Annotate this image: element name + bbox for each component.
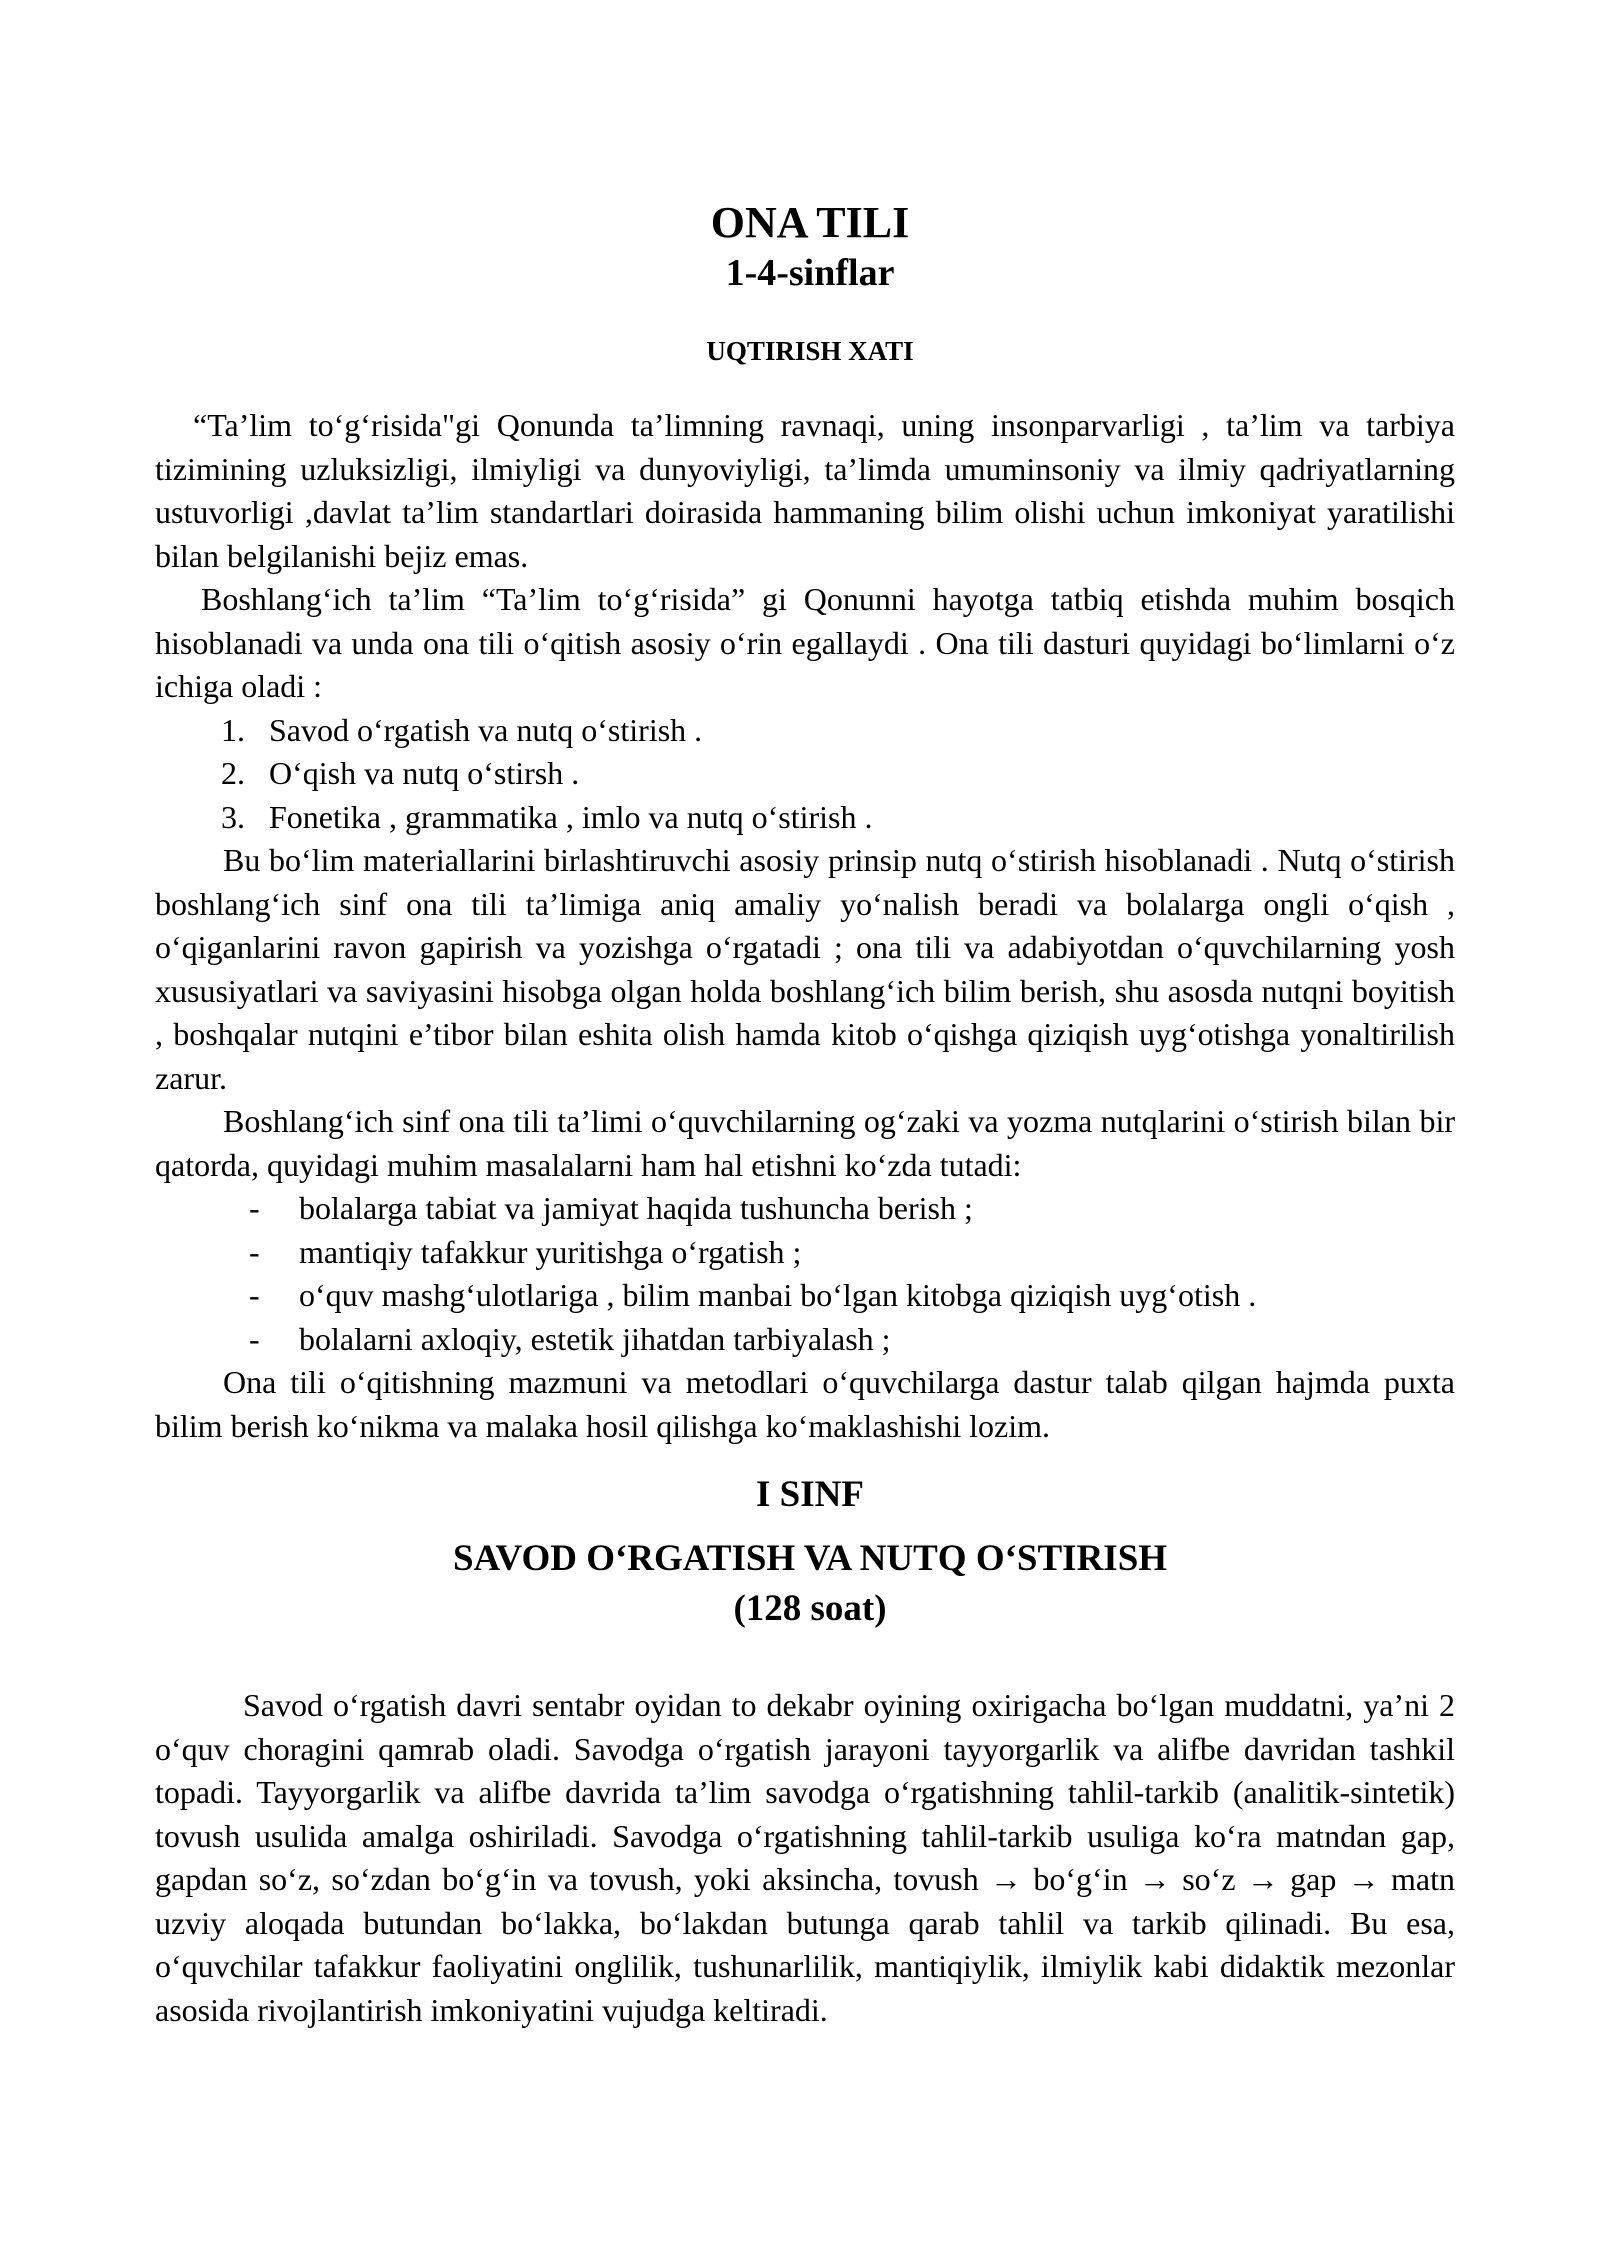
topic-heading: SAVOD O‘RGATISH VA NUTQ O‘STIRISH [452, 1538, 1168, 1579]
dash-marker: - [249, 1320, 260, 1357]
list-item [155, 1274, 1455, 1318]
list-item [155, 752, 1455, 796]
paragraph-after-list: Bu bo‘lim materiallarini birlashtiruvchi asosiy prinsip nutq o‘stirish hisoblanadi . Nutq o‘stirish boshlang‘ich sinf ona tili ta’limiga aniq amaliy yo‘nalish beradi va bolalarga ongli o‘qish , o‘qiganlarini ravon gapirish va yozishga o‘rgatadi ; ona tili va adabiyotdan o‘quvchilarning yosh xususiyatlari va saviyasini hisobga olgan holda boshlang‘ich bilim berish, shu asosda nutqni boyitish , boshqalar nutqini e’tibor bilan eshita olish hamda kitob o‘qishga qiziqish uyg‘otishga yonaltirilish zarur. [155, 842, 1455, 1096]
grades-subtitle: 1-4-sinflar [725, 252, 895, 294]
list-item [155, 796, 1455, 840]
list-item-text: Savod o‘rgatish va nutq o‘stirish . [269, 711, 703, 748]
list-item [155, 1231, 1455, 1275]
dash-marker: - [249, 1190, 260, 1226]
paragraph-before-dashes: Boshlang‘ich sinf ona tili ta’limi o‘quvchilarning og‘zaki va yozma nutqlarini o‘stirish bilan bir qatorda, quyidagi muhim masalalarni ham hal etishni ko‘zda tutadi: [155, 1103, 1455, 1183]
list-item-text: Fonetika , grammatika , imlo va nutq o‘stirish . [269, 798, 873, 835]
class-heading: I SINF [756, 1474, 864, 1515]
paragraph-after-dashes: Ona tili o‘qitishning mazmuni va metodlari o‘quvchilarga dastur talab qilgan hajmda puxta bilim berish ko‘nikma va malaka hosil qilishga ko‘maklashishi lozim. [155, 1364, 1455, 1444]
dash-marker: - [249, 1233, 260, 1270]
dash-marker: - [249, 1277, 260, 1313]
list-item-text: O‘qish va nutq o‘stirsh . [269, 755, 580, 791]
list-item [155, 709, 1455, 753]
list-item-text: bolalarga tabiat va jamiyat haqida tushuncha berish ; [299, 1190, 973, 1226]
list-item-text: o‘quv mashg‘ulotlariga , bilim manbai bo‘lgan kitobga qiziqish uyg‘otish . [299, 1277, 1257, 1313]
hours-label: (128 soat) [733, 1588, 887, 1629]
list-number: 3. [221, 798, 245, 835]
section-heading: UQTIRISH XATI [706, 336, 914, 366]
document-title: ONA TILI [710, 198, 910, 247]
numbered-list [155, 709, 1455, 840]
list-item [155, 1318, 1455, 1362]
final-paragraph: Savod o‘rgatish davri sentabr oyidan to dekabr oyining oxirigacha bo‘lgan muddatni, ya’ni 2 o‘quv choragini qamrab oladi. Savodga o‘rgatish jarayoni tayyorgarlik va alifbe davridan tashkil topadi. Tayyorgarlik va alifbe davrida ta’lim savodga o‘rgatishning tahlil-tarkib (analitik-sintetik) tovush usulida amalga oshiriladi. Savodga o‘rgatishning tahlil-tarkib usuliga ko‘ra matndan gap, gapdan so‘z, so‘zdan bo‘g‘in va tovush, yoki aksincha, tovush → bo‘g‘in → so‘z → gap → matn uzviy aloqada butundan bo‘lakka, bo‘lakdan butunga qarab tahlil va tarkib qilinadi. Bu esa, o‘quvchilar tafakkur faoliyatini onglilik, tushunarlilik, mantiqiylik, ilmiylik kabi didaktik mezonlar asosida rivojlantirish imkoniyatini vujudga keltiradi. [155, 1687, 1455, 2028]
intro-paragraph-1: “Ta’lim to‘g‘risida"gi Qonunda ta’limning ravnaqi, uning insonparvarligi , ta’lim va tarbiya tizimining uzluksizligi, ilmiyligi va dunyoviyligi, ta’limda umuminsoniy va ilmiy qadriyatlarning ustuvorligi ,davlat ta’lim standartlari doirasida hammaning bilim olishi uchun imkoniyat yaratilishi bilan belgilanishi bejiz emas. [155, 407, 1455, 574]
list-item-text: bolalarni axloqiy, estetik jihatdan tarbiyalash ; [299, 1320, 891, 1357]
intro-paragraph-2: Boshlang‘ich ta’lim “Ta’lim to‘g‘risida” gi Qonunni hayotga tatbiq etishda muhim bosqich hisoblanadi va unda ona tili o‘qitish asosiy o‘rin egallaydi . Ona tili dasturi quyidagi bo‘limlarni o‘z ichiga oladi : [155, 581, 1455, 704]
list-item [155, 1187, 1455, 1231]
list-number: 1. [221, 711, 245, 748]
dash-list [155, 1187, 1455, 1361]
list-number: 2. [221, 755, 245, 791]
list-item-text: mantiqiy tafakkur yuritishga o‘rgatish ; [299, 1233, 802, 1270]
